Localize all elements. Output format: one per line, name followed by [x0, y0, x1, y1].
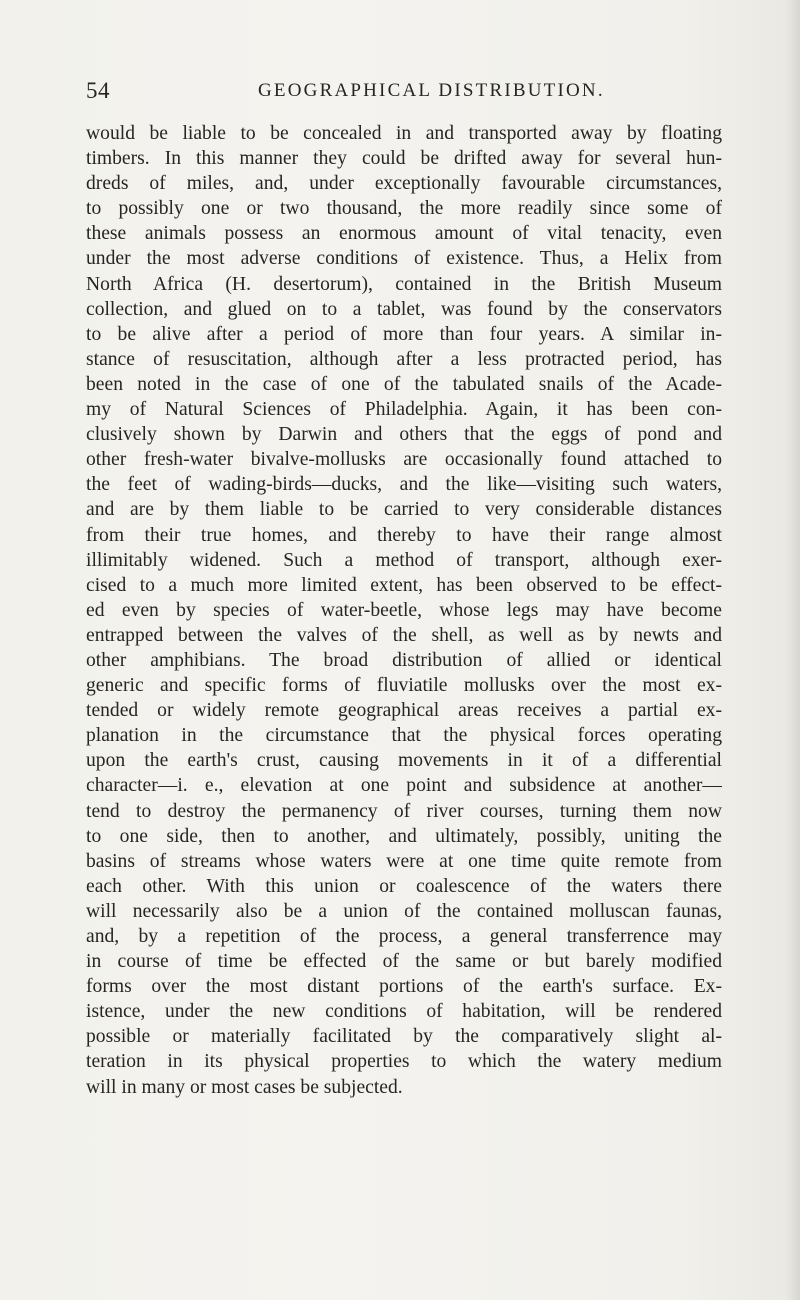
text-line: from their true homes, and thereby to have their range almost	[86, 524, 722, 546]
text-line: istence, under the new conditions of habitation, will be rendered	[86, 1001, 722, 1023]
text-line: basins of streams whose waters were at one time quite remote from	[86, 850, 722, 872]
text-line: possible or materially facilitated by the comparatively slight al-	[86, 1026, 722, 1048]
text-line-last: will in many or most cases be subjected.	[86, 1076, 403, 1098]
text-line: my of Natural Sciences of Philadelphia. Again, it has been con-	[86, 399, 722, 421]
text-line: under the most adverse conditions of existence. Thus, a Helix from	[86, 248, 722, 270]
text-line: stance of resuscitation, although after a less protracted period, has	[86, 348, 722, 370]
text-line: North Africa (H. desertorum), contained in the British Museum	[86, 273, 722, 295]
text-line: dreds of miles, and, under exceptionally favourable circumstances,	[86, 173, 722, 195]
body-text	[86, 121, 722, 1100]
page-header	[86, 78, 716, 108]
text-line: to possibly one or two thousand, the more readily since some of	[86, 198, 722, 220]
text-line: other fresh-water bivalve-mollusks are occasionally found attached to	[86, 449, 722, 471]
text-line: will necessarily also be a union of the contained molluscan faunas,	[86, 900, 722, 922]
text-line: entrapped between the valves of the shell, as well as by newts and	[86, 624, 722, 646]
page-edge-shadow	[786, 0, 800, 1300]
running-head: GEOGRAPHICAL DISTRIBUTION.	[258, 80, 605, 101]
text-line: would be liable to be concealed in and transported away by floating	[86, 123, 722, 144]
text-line: ed even by species of water-beetle, whose legs may have become	[86, 599, 722, 621]
text-line: the feet of wading-birds—ducks, and the like—visiting such waters,	[86, 474, 722, 496]
text-line: to one side, then to another, and ultimately, possibly, uniting the	[86, 825, 722, 847]
page-number: 54	[86, 78, 110, 103]
text-line: clusively shown by Darwin and others that the eggs of pond and	[86, 424, 722, 446]
text-line: other amphibians. The broad distribution of allied or identical	[86, 649, 722, 671]
text-line: generic and specific forms of fluviatile mollusks over the most ex-	[86, 675, 722, 697]
text-line: cised to a much more limited extent, has been observed to be effect-	[86, 574, 722, 596]
text-line: forms over the most distant portions of the earth's surface. Ex-	[86, 976, 722, 998]
text-line: and, by a repetition of the process, a general transferrence may	[86, 926, 722, 947]
text-line: timbers. In this manner they could be drifted away for several hun-	[86, 148, 722, 170]
text-line: planation in the circumstance that the physical forces operating	[86, 725, 722, 747]
text-line: character—i. e., elevation at one point and subsidence at another—	[86, 775, 722, 797]
text-line: to be alive after a period of more than four years. A similar in-	[86, 323, 722, 345]
text-line: been noted in the case of one of the tabulated snails of the Acade-	[86, 373, 722, 395]
text-line: illimitably widened. Such a method of transport, although exer-	[86, 549, 722, 571]
text-line: teration in its physical properties to which the watery medium	[86, 1051, 722, 1073]
text-line: tend to destroy the permanency of river courses, turning them now	[86, 800, 722, 822]
text-line: upon the earth's crust, causing movements in it of a differential	[86, 750, 722, 772]
text-line: tended or widely remote geographical areas receives a partial ex-	[86, 700, 722, 722]
text-line: these animals possess an enormous amount of vital tenacity, even	[86, 223, 722, 245]
text-line: in course of time be effected of the same or but barely modified	[86, 951, 722, 973]
text-line: each other. With this union or coalescence of the waters there	[86, 875, 722, 897]
text-line: collection, and glued on to a tablet, was found by the conservators	[86, 298, 722, 320]
text-line: and are by them liable to be carried to very considerable distances	[86, 499, 722, 521]
